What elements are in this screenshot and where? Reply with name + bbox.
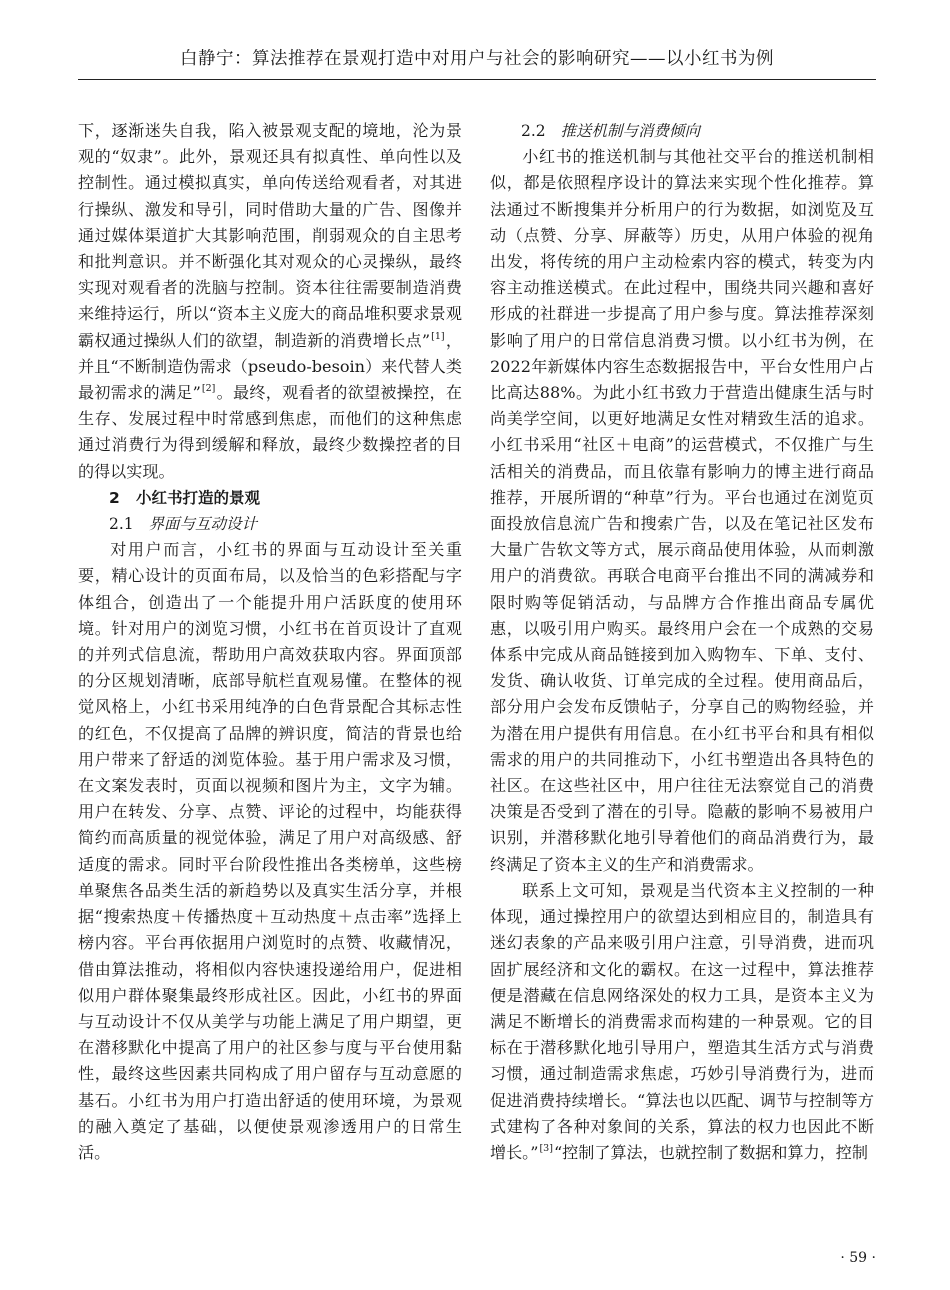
section-number: 2 xyxy=(109,488,120,507)
citation-ref: [1] xyxy=(431,330,445,342)
citation-ref: [2] xyxy=(201,383,216,395)
subsection-heading xyxy=(490,118,874,144)
subsection-number: 2.1 xyxy=(109,515,134,534)
subsection-number: 2.2 xyxy=(521,122,546,140)
paragraph-text: 下，逐渐迷失自我，陷入被景观支配的境地，沦为景观的“奴隶”。此外，景观还具有拟真性、单向性以及控制性。通过模拟真实，单向传送给观看者，对其进行操纵、激发和导引，同时借助大量的广告、图像并通过媒体渠道扩大其影响范围，削弱观众的自主思考和批判意识。并不断强化其对观众的心灵操纵，最终实现对观看者的洗脑与控制。资本往往需要制造消费来维持运行，所以“资本主义庞大的商品堆积要求景观霸权通过操纵人们的欲望，制造新的消费增长点” xyxy=(78,121,462,350)
paragraph-text: 联系上文可知，景观是当代资本主义控制的一种体现，通过操控用户的欲望达到相应目的，制造具有迷幻表象的产品来吸引用户注意，引导消费，进而巩固扩展经济和文化的霸权。在这一过程中，算法推荐便是潜藏在信息网络深处的权力工具，是资本主义为满足不断增长的消费需求而构建的一种景观。它的目标在于潜移默化地引导用户，塑造其生活方式与消费习惯，通过制造需求焦虑，巧妙引导消费行为，进而促进消费持续增长。“算法也以匹配、调节与控制等方式建构了各种对象间的关系，算法的权力也因此不断增长。” xyxy=(490,880,874,1162)
body-paragraph xyxy=(78,118,462,485)
subsection-heading xyxy=(78,511,462,537)
citation-ref: [3] xyxy=(539,1142,553,1154)
paragraph-text: 。最终，观看者的欲望被操控，在生存、发展过程中时常感到焦虑，而他们的这种焦虑通过消费行为得到缓解和释放，最终少数操控者的目的得以实现。 xyxy=(78,383,463,481)
subsection-title: 推送机制与消费倾向 xyxy=(560,122,700,140)
body-paragraph: 对用户而言，小红书的界面与互动设计至关重要，精心设计的页面布局，以及恰当的色彩搭配与字体组合，创造出了一个能提升用户活跃度的使用环境。针对用户的浏览习惯，小红书在首页设计了直观的并列式信息流，帮助用户高效获取内容。界面顶部的分区规划清晰，底部导航栏直观易懂。在整体的视觉风格上，小红书采用纯净的白色背景配合其标志性的红色，不仅提高了品牌的辨识度，简洁的背景也给用户带来了舒适的浏览体验。基于用户需求及习惯，在文案发表时，页面以视频和图片为主，文字为辅。用户在转发、分享、点赞、评论的过程中，均能获得简约而高质量的视觉体验，满足了用户对高级感、舒适度的需求。同时平台阶段性推出各类榜单，这些榜单聚焦各品类生活的新趋势以及真实生活分享，并根据“搜索热度＋传播热度＋互动热度＋点击率”选择上榜内容。平台再依据用户浏览时的点赞、收藏情况，借由算法推动，将相似内容快速投递给用户，促进相似用户群体聚集最终形成社区。因此，小红书的界面与互动设计不仅从美学与功能上满足了用户期望，更在潜移默化中提高了用户的社区参与度与平台使用黏性，最终这些因素共同构成了用户留存与互动意愿的基石。小红书为用户打造出舒适的使用环境，为景观的融入奠定了基础，以便使景观渗透用户的日常生活。 xyxy=(78,540,462,1162)
subsection-title: 界面与互动设计 xyxy=(148,515,257,534)
section-title: 小红书打造的景观 xyxy=(136,488,261,507)
paragraph-text: ，并且“不断制造伪需求（pseudo-besoin）来代替人类最初需求的满足” xyxy=(78,330,463,403)
header-rule xyxy=(78,79,876,80)
section-heading xyxy=(78,485,462,511)
left-column xyxy=(78,118,462,1166)
paragraph-text: “控制了算法，也就控制了数据和算力，控制 xyxy=(553,1142,868,1162)
page-number: · 59 · xyxy=(840,1250,876,1266)
right-column xyxy=(490,118,874,1166)
body-paragraph: 小红书的推送机制与其他社交平台的推送机制相似，都是依照程序设计的算法来实现个性化推荐。算法通过不断搜集并分析用户的行为数据，如浏览及互动（点赞、分享、屏蔽等）历史，从用户体验的视角出发，将传统的用户主动检索内容的模式，转变为内容主动推送模式。在此过程中，围绕共同兴趣和喜好形成的社群进一步提高了用户参与度。算法推荐深刻影响了用户的日常信息消费习惯。以小红书为例，在2022年新媒体内容生态数据报告中，平台女性用户占比高达88%。为此小红书致力于营造出健康生活与时尚美学空间，以更好地满足女性对精致生活的追求。小红书采用“社区＋电商”的运营模式，不仅推广与生活相关的消费品，而且依靠有影响力的博主进行商品推荐，开展所谓的“种草”行为。平台也通过在浏览页面投放信息流广告和搜索广告，以及在笔记社区发布大量广告软文等方式，展示商品使用体验，从而刺激用户的消费欲。再联合电商平台推出不同的满减券和限时购等促销活动，与品牌方合作推出商品专属优惠，以吸引用户购买。最终用户会在一个成熟的交易体系中完成从商品链接到加入购物车、下单、支付、发货、确认收货、订单完成的全过程。使用商品后，部分用户会发布反馈帖子，分享自己的购物经验，并为潜在用户提供有用信息。在小红书平台和具有相似需求的用户的共同推动下，小红书塑造出各具特色的社区。在这些社区中，用户往往无法察觉自己的消费决策是否受到了潜在的引导。隐蔽的影响不易被用户识别，并潜移默化地引导着他们的商品消费行为，最终满足了资本主义的生产和消费需求。 xyxy=(490,147,874,874)
running-title: 白静宁：算法推荐在景观打造中对用户与社会的影响研究——以小红书为例 xyxy=(180,49,774,69)
body-paragraph xyxy=(490,878,874,1166)
